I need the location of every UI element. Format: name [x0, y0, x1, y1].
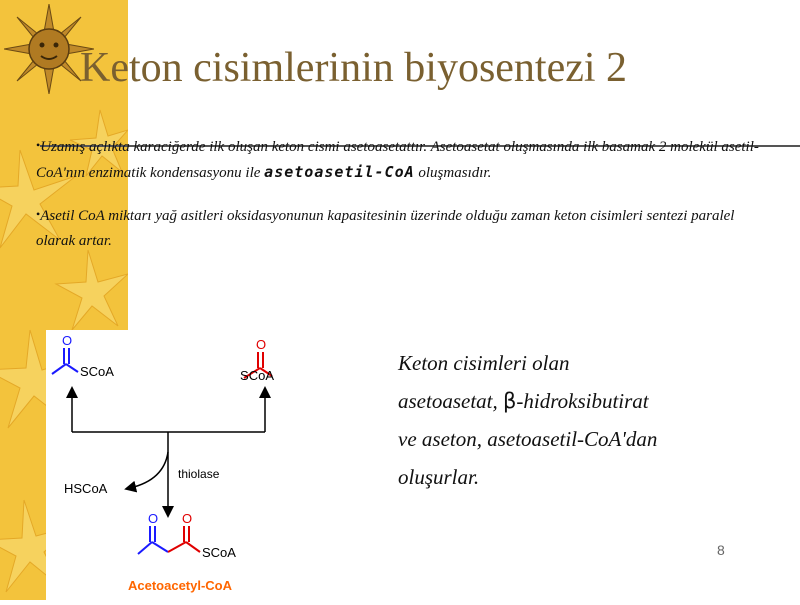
hscoa-label: HSCoA: [64, 481, 108, 496]
reaction-svg: [46, 330, 274, 600]
summary-line: [398, 382, 758, 420]
page-number: 8: [717, 542, 725, 558]
bullet-text: Uzamış açlıkta karaciğerde ilk oluşan keton cismi asetoasetattır. Asetoasetat oluşmasında ilk basamak 2 molekül asetil-CoA'nın enzimatik kondensasyonu ile: [36, 139, 759, 181]
left-acetyl-coa: [52, 348, 78, 374]
right-scoa-label: SCoA: [240, 368, 274, 383]
bullet-list: [36, 133, 776, 270]
bullet-item: [36, 133, 776, 186]
product-name-label: Acetoacetyl-CoA: [127, 578, 233, 593]
reaction-diagram: [46, 330, 274, 600]
product-scoa-label: SCoA: [202, 545, 236, 560]
thiolase-label: thiolase: [178, 467, 220, 481]
summary-line: ve aseton, asetoasetil-CoA'dan: [398, 427, 658, 451]
summary-line: oluşurlar.: [398, 465, 480, 489]
beta-symbol: β: [503, 389, 517, 413]
product-oxygen-1: O: [148, 511, 159, 526]
acetoacetyl-coa-structure: [138, 526, 200, 554]
product-oxygen-2: O: [182, 511, 193, 526]
bullet-text-end: oluşmasıdır.: [414, 165, 492, 181]
summary-line: Keton cisimleri olan: [398, 351, 570, 375]
bullet-mark: •: [36, 138, 41, 152]
summary-fragment: -hidroksibutirat: [516, 389, 649, 413]
bullet-bold-term: asetoasetil-CoA: [264, 163, 415, 181]
left-scoa-label: SCoA: [80, 364, 114, 379]
bullet-item: [36, 202, 776, 254]
bullet-text: Asetil CoA miktarı yağ asitleri oksidasyonunun kapasitesinin üzerinde olduğu zaman keton cisimleri sentezi paralel olarak artar.: [36, 208, 735, 249]
bullet-mark: •: [36, 207, 41, 221]
summary-fragment: asetoasetat,: [398, 389, 503, 413]
summary-text: [398, 344, 758, 496]
left-oxygen-label: O: [62, 333, 73, 348]
right-oxygen-label: O: [256, 337, 267, 352]
slide-title: Keton cisimlerinin biyosentezi 2: [80, 45, 628, 91]
